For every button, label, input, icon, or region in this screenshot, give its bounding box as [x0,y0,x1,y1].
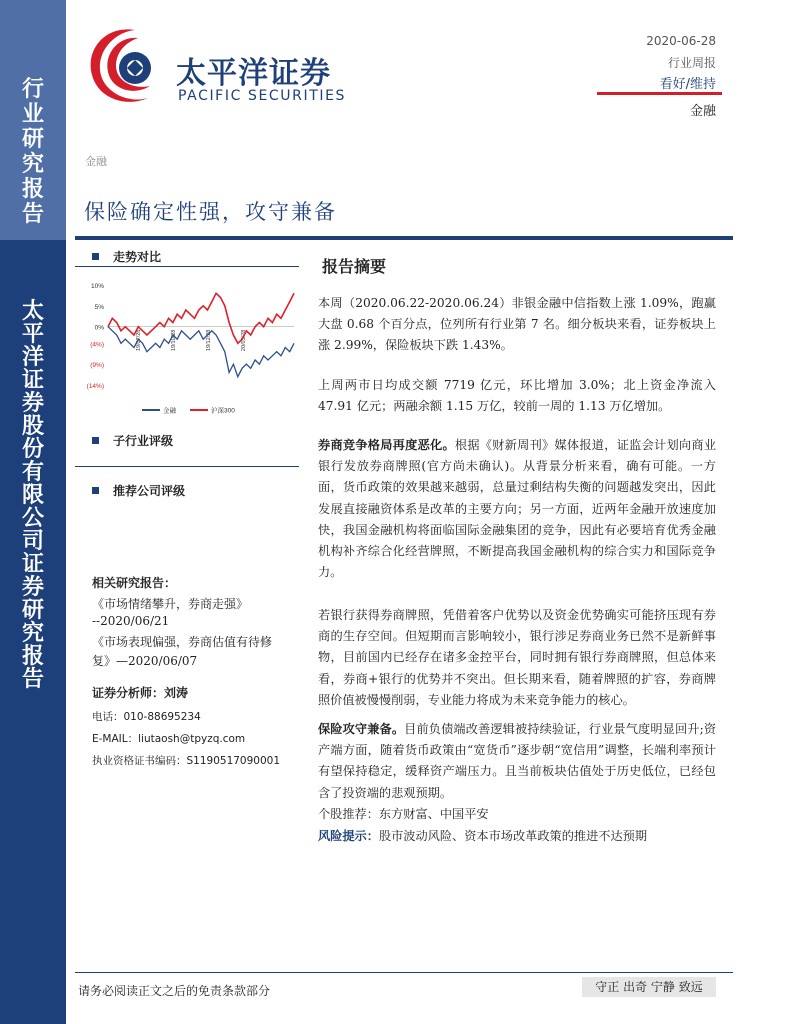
section-trend-label: 走势对比 [113,250,162,264]
logo-chinese-name: 太平洋证券 [176,56,331,91]
sidebar-char: 证 [21,367,44,393]
legend-label-finance: 金融 [163,407,176,415]
sidebar-char: 证 [21,551,44,577]
sidebar-char: 业 [21,101,44,127]
analyst-email[interactable]: E-MAIL：liutaosh@tpyzq.com [92,733,246,745]
page-title: 保险确定性强，攻守兼备 [84,200,337,224]
sector-tag: 金融 [85,155,107,168]
sidebar-char: 研 [21,126,44,152]
sidebar-char: 究 [21,151,44,177]
section-subindustry-heading [92,432,173,449]
sidebar-char: 限 [21,482,44,508]
trend-chart-svg [80,275,300,420]
y-tick-label: (4%) [90,341,104,349]
sidebar-char: 有 [21,459,44,485]
header-sector: 金融 [689,104,716,119]
sidebar-char: 券 [21,390,44,416]
sidebar-char: 平 [21,321,44,347]
summary-paragraph-bank-license: 若银行获得券商牌照，凭借着客户优势以及资金优势确实可能挤压现有券商的生存空间。但短期而言影响较小，银行涉足券商业务已然不是新鲜事物，目前国内已经存在诸多金控平台，同时拥有银行券商牌照，但总体来看，券商+银行的优势并不突出。但长期来看，随着牌照的扩容，券商牌照价值被慢慢削弱，专业能力将成为未来竞争能力的核心。 [318,608,716,707]
section-divider [75,466,299,467]
x-tick-label: 19/07/28 [136,329,142,352]
bullet-square-icon [92,437,99,444]
related-report-link[interactable]: 《市场表现偏强，券商估值有待修 [92,635,273,649]
y-tick-label: 0% [94,324,104,332]
brokerage-lead: 券商竞争格局再度恶化。 [318,438,455,452]
brokerage-text: 根据《财新周刊》媒体报道，证监会计划向商业银行发放券商牌照(官方尚未确认)。从背景分析来看，确有可能。一方面，货币政策的效果越来越弱，总量过剩结构失衡的问题越发突出，因此发展直接融资体系是改革的主要方向；另一方面，近两年金融开放速度加快，我国金融机构将面临国际金融集团的竞争，因此有必要培育优秀金融机构补齐综合化经营牌照，不断提高我国金融机构的综合实力和国际竞争力。 [318,438,717,580]
y-tick-label: 5% [94,303,104,311]
analyst-phone: 电话：010-88695234 [92,711,201,723]
sidebar-char: 报 [21,176,44,202]
section-subindustry-label: 子行业评级 [113,434,174,448]
related-report-date: --2020/06/21 [92,614,170,628]
logo-english-name: PACIFIC SECURITIES [178,88,347,104]
sidebar-report-type [0,78,66,228]
sidebar-company-name [0,300,66,691]
summary-paragraph-brokerage [318,435,716,583]
insurance-lead: 保险攻守兼备。 [318,722,405,736]
sidebar-char: 券 [21,574,44,600]
x-tick-label: 20/03/28 [241,329,247,352]
x-tick-label: 19/12/28 [206,329,212,352]
summary-title: 报告摘要 [322,257,387,276]
summary-paragraph-weekly: 本周（2020.06.22-2020.06.24）非银金融中信指数上涨 1.09%，跑赢大盘 0.68 个百分点，位列所有行业第 7 名。细分板块来看，证券板块上涨 2.99%，保险板块下跌 1.43%。 [318,296,716,353]
sidebar-char: 告 [21,666,44,692]
risk-label: 风险提示： [318,829,379,843]
section-divider [75,266,299,267]
sidebar-char: 司 [21,528,44,554]
sidebar [0,0,66,1024]
footer-motto: 守正 出奇 宁静 致远 [582,977,716,997]
sidebar-char: 告 [21,201,44,227]
summary-paragraph-turnover: 上周两市日均成交额 7719 亿元，环比增加 3.0%；北上资金净流入 47.91 亿元；两融余额 1.15 万亿，较前一周的 1.13 万亿增加。 [318,378,716,414]
risk-text: 股市波动风险、资本市场改革政策的推进不达预期 [378,829,648,843]
related-report-link[interactable]: 《市场情绪攀升，券商走强》 [92,597,249,611]
section-trend-heading [92,248,161,265]
trend-chart [80,275,300,420]
analyst-license: 执业资格证书编码：S1190517090001 [92,755,281,767]
analyst-name: 证券分析师：刘涛 [92,686,189,700]
footer-disclaimer: 请务必阅读正文之后的免责条款部分 [78,984,271,998]
header-accent-line [597,92,722,95]
sidebar-char: 洋 [21,344,44,370]
bullet-square-icon [92,487,99,494]
sidebar-char: 行 [21,76,44,102]
summary-paragraph-insurance [318,719,716,804]
sidebar-char: 股 [21,413,44,439]
legend-label-hs300: 沪深300 [211,407,235,415]
sidebar-char: 研 [21,597,44,623]
logo-emblem-icon [80,20,180,110]
report-date: 2020-06-28 [646,34,716,48]
bullet-square-icon [92,253,99,260]
section-recommended-heading [92,482,185,499]
footer-divider [75,972,733,973]
insurance-text: 目前负债端改善逻辑被持续验证，行业景气度明显回升;资产端方面，随着货币政策由“宽货币”逐步朝“宽信用”调整，长端利率预计有望保持稳定，缓释资产端压力。且当前板块估值处于历史低位，已经包含了投资端的悲观预期。 [318,722,717,800]
y-tick-label: (14%) [86,383,104,390]
sidebar-char: 报 [21,643,44,669]
y-tick-label: 10% [90,283,104,290]
sidebar-char: 究 [21,620,44,646]
section-recommended-label: 推荐公司评级 [113,484,186,498]
industry-rating: 看好/维持 [659,77,716,92]
risk-warning [318,826,716,847]
related-report-date: 复》—2020/06/07 [92,654,198,668]
sidebar-char: 公 [21,505,44,531]
sidebar-char: 份 [21,436,44,462]
sidebar-char: 太 [21,298,44,324]
stock-recommendation: 个股推荐：东方财富、中国平安 [318,807,489,821]
x-tick-label: 19/10/28 [171,329,177,352]
y-tick-label: (9%) [90,362,104,370]
title-divider [75,236,733,240]
report-type: 行业周报 [667,56,716,70]
related-reports-title: 相关研究报告： [92,576,177,590]
